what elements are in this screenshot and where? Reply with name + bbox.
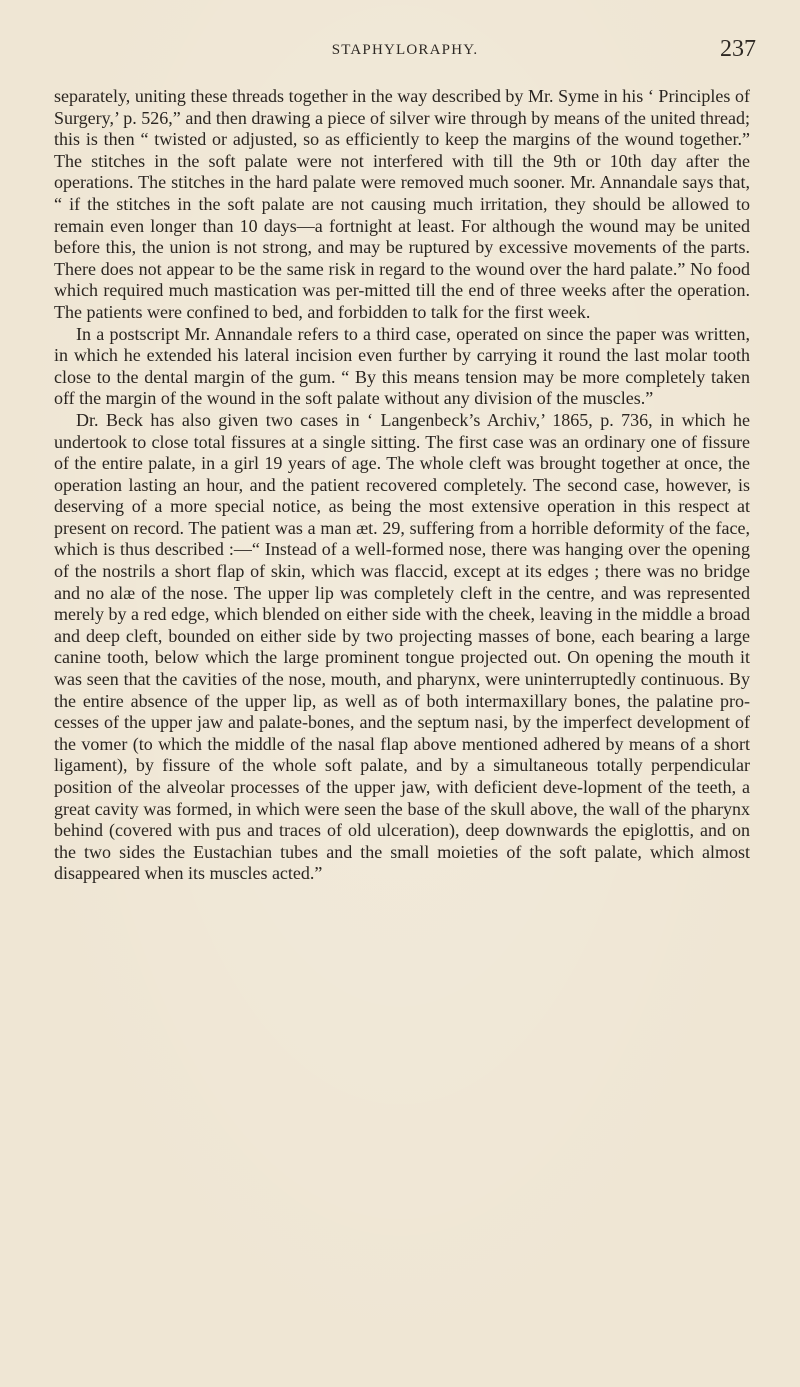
page-number: 237 [720,36,756,62]
paragraph-annandale-postscript: In a postscript Mr. Annandale refers to a third case, operated on since the paper was written, in which he extended his lateral incision even further by carrying it round the last molar tooth close to the dental margin of the gum. “ By this means tension may be more completely taken off the margin of the wound in the soft palate without any division of the muscles.” [54,323,750,409]
running-head: STAPHYLORAPHY. [331,42,479,58]
paragraph-beck-cases: Dr. Beck has also given two cases in ‘ Langenbeck’s Archiv,’ 1865, p. 736, in which he undertook to close total fissures at a single sitting. The first case was an ordinary one of fissure of the entire palate, in a girl 19 years of age. The whole cleft was brought together at once, the operation lasting an hour, and the patient recovered completely. The second case, however, is deserving of a more special notice, as being the most extensive operation in this respect at present on record. The patient was a man æt. 29, suffering from a horrible deformity of the face, which is thus described :—“ Instead of a well-formed nose, there was hanging over the opening of the nostrils a short flap of skin, which was flaccid, except at its edges ; there was no bridge and no alæ of the nose. The upper lip was completely cleft in the centre, and was represented merely by a red edge, which blended on either side with the cheek, leaving in the middle a broad and deep cleft, bounded on either side by two projecting masses of bone, each bearing a large canine tooth, below which the large prominent tongue projected out. On opening the mouth it was seen that the cavities of the nose, mouth, and pharynx, were uninterruptedly continuous. By the entire absence of the upper lip, as well as of both intermaxillary bones, the palatine pro-cesses of the upper jaw and palate-bones, and the septum nasi, by the imperfect development of the vomer (to which the middle of the nasal flap above mentioned adhered by means of a short ligament), by fissure of the whole soft palate, and by a simultaneous totally perpendicular position of the alveolar processes of the upper jaw, with deficient deve-lopment of the teeth, a great cavity was formed, in which were seen the base of the skull above, the wall of the pharynx behind (covered with pus and traces of old ulceration), deep downwards the epiglottis, and on the two sides the Eustachian tubes and the small moieties of the soft palate, which almost disappeared when its muscles acted.” [54,409,750,884]
page-header [54,36,756,66]
paragraph-continuation: separately, uniting these threads together in the way described by Mr. Syme in his ‘ Principles of Surgery,’ p. 526,” and then drawing a piece of silver wire through by means of the united thread; this is then “ twisted or adjusted, so as efficiently to keep the margins of the wound together.” The stitches in the soft palate were not interfered with till the 9th or 10th day after the operations. The stitches in the hard palate were removed much sooner. Mr. Annandale says that, “ if the stitches in the soft palate are not causing much irritation, they should be allowed to remain even longer than 10 days—a fortnight at least. For although the wound may be united before this, the union is not strong, and may be ruptured by excessive movements of the parts. There does not appear to be the same risk in regard to the wound over the hard palate.” No food which required much mastication was per-mitted till the end of three weeks after the operation. The patients were confined to bed, and forbidden to talk for the first week. [54,86,750,322]
body-text [54,86,750,885]
